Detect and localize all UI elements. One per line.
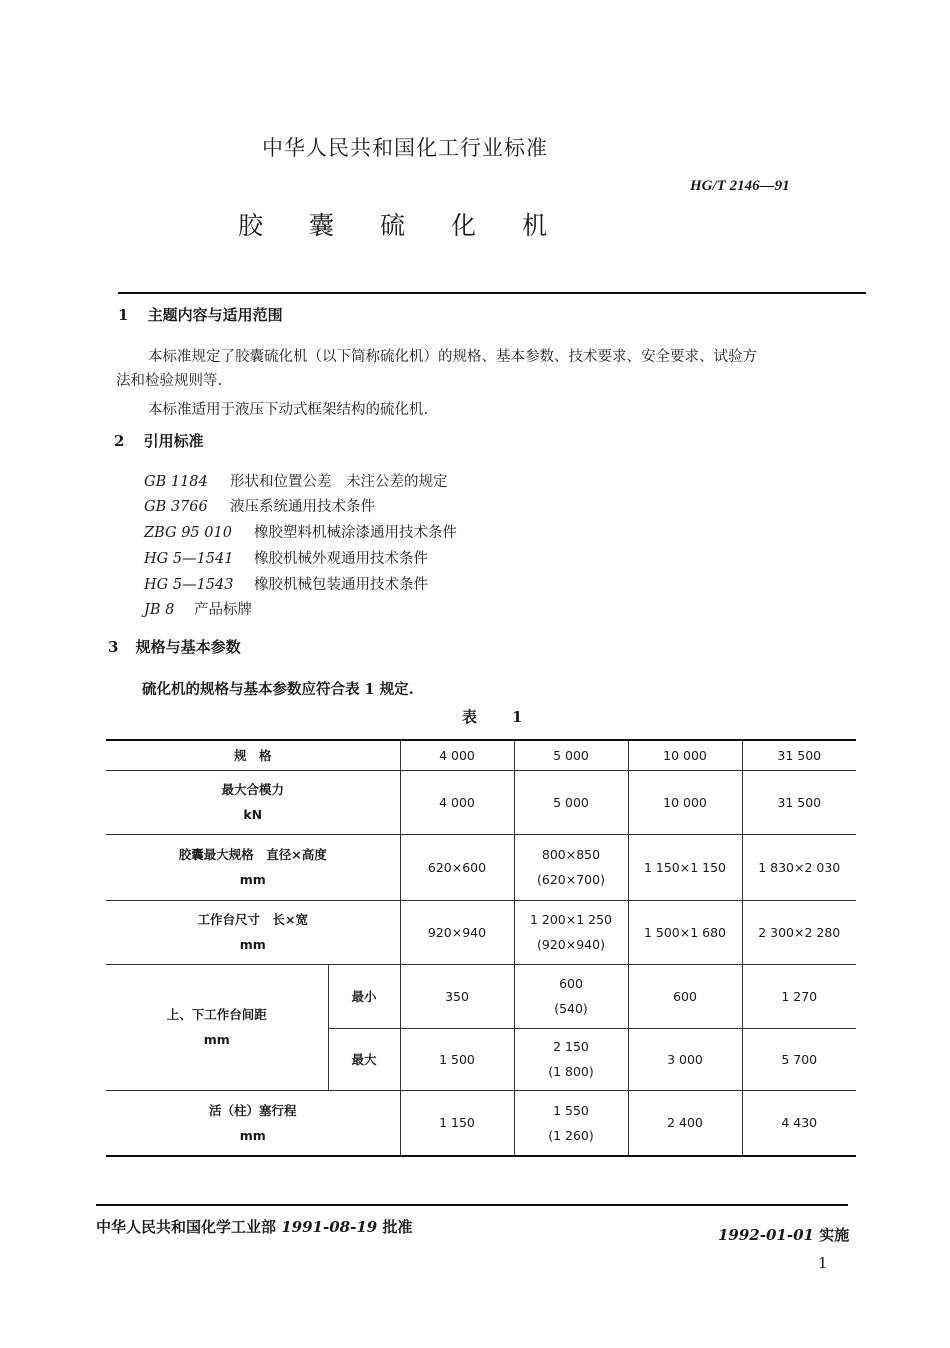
- reference-code: HG 5—1541: [144, 551, 234, 567]
- approval-line: [96, 1216, 412, 1237]
- cell-main: 2 400: [667, 1115, 703, 1131]
- section-1-heading: [118, 304, 283, 325]
- table-cell: [400, 1028, 514, 1090]
- section-title: 规格与基本参数: [135, 638, 241, 656]
- row-label-text: 胶囊最大规格 直径×高度: [178, 847, 327, 862]
- table-cell: [742, 1090, 856, 1156]
- cell-main: 1 270: [781, 988, 818, 1004]
- row-label: 规 格: [106, 740, 400, 770]
- table-cell: 10 000: [628, 740, 742, 770]
- cell-main: 350: [445, 988, 469, 1004]
- reference-item: [144, 521, 457, 542]
- table-cell: 31 500: [742, 740, 856, 770]
- standard-org-header: 中华人民共和国化工行业标准: [262, 136, 548, 160]
- sub-label: 最小: [328, 964, 400, 1028]
- table-cell: [742, 1028, 856, 1090]
- cell-main: 5 700: [781, 1051, 818, 1067]
- row-label-text: 工作台尺寸 长×宽: [197, 912, 308, 927]
- cell-main: 2 150: [553, 1039, 589, 1054]
- reference-item: [144, 573, 428, 594]
- cell-main: 1 500: [439, 1051, 475, 1067]
- cell-main: 1 500×1 680: [643, 924, 727, 940]
- title-char: 硫: [380, 211, 406, 240]
- table-row: [106, 1090, 856, 1156]
- table-cell: [514, 964, 628, 1028]
- effective-date: 1992-01-01: [718, 1226, 814, 1244]
- table-cell: [628, 834, 742, 900]
- table-row: [106, 964, 856, 1028]
- row-label-text: 上、下工作台间距: [166, 1007, 267, 1022]
- table-cell: [514, 834, 628, 900]
- table-cell: [628, 1090, 742, 1156]
- reference-text: 产品标牌: [194, 602, 252, 618]
- table-cell: [742, 964, 856, 1028]
- row-unit: mm: [239, 1127, 266, 1143]
- section-3-paragraph: 硫化机的规格与基本参数应符合表 1 规定.: [142, 681, 414, 698]
- approval-date: 1991-08-19: [281, 1218, 378, 1236]
- reference-code: ZBG 95 010: [144, 525, 232, 541]
- section-1-paragraph-1: 本标准规定了胶囊硫化机（以下简称硫化机）的规格、基本参数、技术要求、安全要求、试验方: [148, 349, 757, 365]
- top-rule: [118, 292, 866, 294]
- table-cell: [400, 834, 514, 900]
- table-row: [106, 834, 856, 900]
- table-cell: 5 000: [514, 740, 628, 770]
- cell-main: 920×940: [427, 924, 487, 940]
- table-cell: 5 000: [514, 770, 628, 834]
- table-row: [106, 770, 856, 834]
- section-number: 1: [118, 306, 129, 324]
- section-number: 3: [108, 638, 119, 656]
- table-cell: [742, 900, 856, 964]
- reference-item: [144, 598, 252, 619]
- cell-main: 3 000: [667, 1051, 703, 1067]
- row-unit: kN: [243, 807, 263, 822]
- row-label: [106, 900, 400, 964]
- row-unit: mm: [203, 1032, 230, 1047]
- section-title: 主题内容与适用范围: [147, 306, 283, 324]
- section-1-paragraph-2: 本标准适用于液压下动式框架结构的硫化机.: [148, 402, 429, 418]
- table-cell: [514, 900, 628, 964]
- title-char: 胶: [238, 211, 264, 240]
- table-cell: [628, 900, 742, 964]
- reference-code: GB 1184: [144, 474, 208, 490]
- reference-text: 液压系统通用技术条件: [230, 499, 375, 515]
- reference-text: 橡胶塑料机械涂漆通用技术条件: [254, 525, 457, 541]
- cell-main: 2 300×2 280: [758, 924, 841, 940]
- spec-table: [106, 739, 856, 1157]
- table-row: [106, 900, 856, 964]
- section-title: 引用标准: [143, 432, 204, 450]
- row-label: [106, 964, 328, 1090]
- cell-sub: (1 260): [548, 1127, 594, 1143]
- table-cell: [400, 1090, 514, 1156]
- row-label-text: 活（柱）塞行程: [208, 1102, 297, 1118]
- row-label-text: 最大合模力: [221, 782, 284, 797]
- table-row: [106, 740, 856, 770]
- cell-sub: (620×700): [537, 872, 605, 887]
- cell-main: 1 150: [439, 1115, 475, 1131]
- reference-text: 橡胶机械包装通用技术条件: [254, 577, 428, 593]
- sub-label: 最大: [328, 1028, 400, 1090]
- cell-main: 1 550: [553, 1102, 589, 1118]
- table-caption: 表 1: [462, 708, 533, 726]
- table-cell: 4 000: [400, 770, 514, 834]
- cell-main: 600: [673, 988, 697, 1004]
- row-label: [106, 1090, 400, 1156]
- row-unit: mm: [239, 872, 266, 887]
- cell-main: 4 430: [781, 1115, 818, 1131]
- table-cell: [400, 900, 514, 964]
- reference-item: [144, 547, 428, 568]
- bottom-rule: [96, 1204, 848, 1206]
- table-cell: [628, 1028, 742, 1090]
- document-title: [238, 206, 547, 242]
- table-cell: [514, 1028, 628, 1090]
- table-cell: [742, 834, 856, 900]
- cell-main: 1 150×1 150: [643, 859, 727, 875]
- section-3-heading: [108, 636, 241, 657]
- title-char: 囊: [309, 211, 335, 240]
- reference-text: 形状和位置公差 未注公差的规定: [230, 474, 448, 490]
- effective-word: 实施: [819, 1226, 850, 1244]
- table-cell: [514, 1090, 628, 1156]
- title-char: 化: [451, 211, 477, 240]
- row-label: [106, 834, 400, 900]
- cell-main: 620×600: [427, 859, 487, 875]
- reference-code: GB 3766: [144, 499, 208, 515]
- section-number: 2: [114, 432, 125, 450]
- reference-text: 橡胶机械外观通用技术条件: [254, 551, 428, 567]
- cell-main: 800×850: [541, 847, 601, 862]
- cell-main: 1 830×2 030: [758, 859, 841, 875]
- approval-org: 中华人民共和国化学工业部: [96, 1218, 277, 1236]
- reference-code: JB 8: [144, 602, 175, 618]
- row-label: [106, 770, 400, 834]
- table-cell: [628, 964, 742, 1028]
- cell-main: 1 200×1 250: [529, 912, 613, 927]
- cell-sub: (540): [554, 1001, 588, 1016]
- table-cell: [400, 964, 514, 1028]
- reference-item: [144, 470, 448, 491]
- approval-word: 批准: [382, 1218, 413, 1236]
- table-cell: 10 000: [628, 770, 742, 834]
- section-1-paragraph-1-cont: 法和检验规则等.: [116, 373, 223, 389]
- cell-sub: (1 800): [548, 1064, 594, 1079]
- cell-sub: (920×940): [537, 937, 605, 952]
- row-unit: mm: [239, 937, 266, 952]
- reference-item: [144, 495, 375, 516]
- page-number: 1: [818, 1254, 828, 1272]
- reference-code: HG 5—1543: [144, 577, 234, 593]
- table-cell: 4 000: [400, 740, 514, 770]
- effective-line: [718, 1224, 849, 1245]
- table-cell: 31 500: [742, 770, 856, 834]
- cell-main: 600: [559, 976, 583, 991]
- standard-code: HG/T 2146—91: [690, 178, 790, 194]
- title-char: 机: [522, 211, 548, 240]
- section-2-heading: [114, 430, 204, 451]
